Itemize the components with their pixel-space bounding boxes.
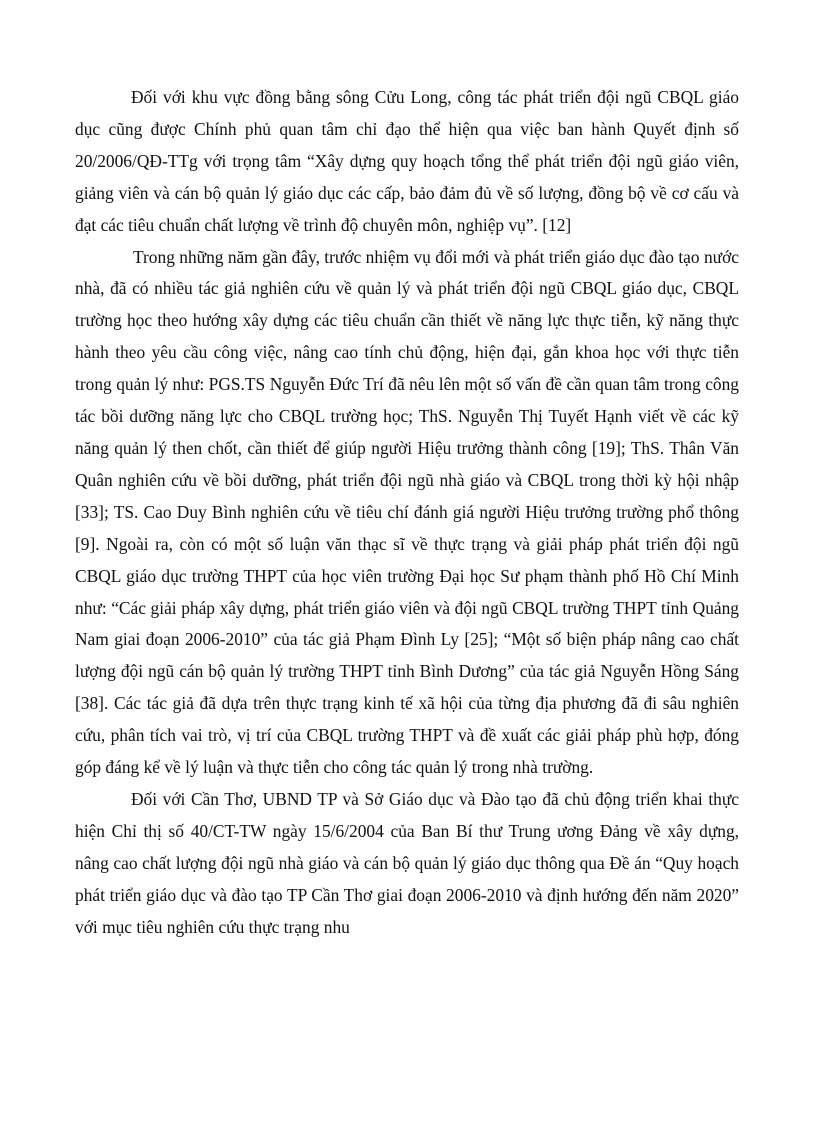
paragraph-can-tho: Đối với Cần Thơ, UBND TP và Sở Giáo dục và Đào tạo đã chủ động triển khai thực hiện Chỉ thị số 40/CT-TW ngày 15/6/2004 của Ban Bí thư Trung ương Đảng về xây dựng, nâng cao chất lượng đội ngũ nhà giáo và cán bộ quản lý giáo dục thông qua Đề án “Quy hoạch phát triển giáo dục và đào tạo TP Cần Thơ giai đoạn 2006-2010 và định hướng đến năm 2020” với mục tiêu nghiên cứu thực trạng nhu [75, 788, 739, 937]
paragraph-mekong-delta: Đối với khu vực đồng bằng sông Cửu Long, công tác phát triển đội ngũ CBQL giáo dục cũng được Chính phủ quan tâm chỉ đạo thể hiện qua việc ban hành Quyết định số 20/2006/QĐ-TTg với trọng tâm “Xây dựng quy hoạch tổng thể phát triển đội ngũ giáo viên, giảng viên và cán bộ quản lý giáo dục các cấp, bảo đảm đủ về số lượng, đồng bộ về cơ cấu và đạt các tiêu chuẩn chất lượng về trình độ chuyên môn, nghiệp vụ”. [12] [75, 87, 739, 235]
paragraph-recent-research: Trong những năm gần đây, trước nhiệm vụ đổi mới và phát triển giáo dục đào tạo nước nhà, đã có nhiều tác giả nghiên cứu về quản lý và phát triển đội ngũ CBQL giáo dục, CBQL trường học theo hướng xây dựng các tiêu chuẩn cần thiết về năng lực thực tiễn, kỹ năng thực hành theo yêu cầu công việc, nâng cao tính chủ động, hiện đại, gắn khoa học với thực tiễn trong quản lý như: PGS.TS Nguyễn Đức Trí đã nêu lên một số vấn đề cần quan tâm trong công tác bồi dưỡng năng lực cho CBQL trường học; ThS. Nguyễn Thị Tuyết Hạnh viết về các kỹ năng quản lý then chốt, cần thiết để giúp người Hiệu trưởng thành công [19]; ThS. Thân Văn Quân nghiên cứu về bồi dưỡng, phát triển đội ngũ nhà giáo và CBQL trong thời kỳ hội nhập [33]; TS. Cao Duy Bình nghiên cứu về tiêu chí đánh giá người Hiệu trưởng trường phổ thông [9]. Ngoài ra, còn có một số luận văn thạc sĩ về thực trạng và giải pháp phát triển đội ngũ CBQL giáo dục trường THPT của học viên trường Đại học Sư phạm thành phố Hồ Chí Minh như: “Các giải pháp xây dựng, phát triển giáo viên và đội ngũ CBQL trường THPT tỉnh Quảng Nam giai đoạn 2006-2010” của tác giả Phạm Đình Ly [25]; “Một số biện pháp nâng cao chất lượng đội ngũ cán bộ quản lý trường THPT tỉnh Bình Dương” của tác giả Nguyễn Hồng Sáng [38]. Các tác giả đã dựa trên thực trạng kinh tế xã hội của từng địa phương đã đi sâu nghiên cứu, phân tích vai trò, vị trí của CBQL trường THPT và đề xuất các giải pháp phù hợp, đóng góp đáng kể về lý luận và thực tiễn cho công tác quản lý trong nhà trường. [75, 246, 739, 778]
document-page [75, 82, 739, 943]
